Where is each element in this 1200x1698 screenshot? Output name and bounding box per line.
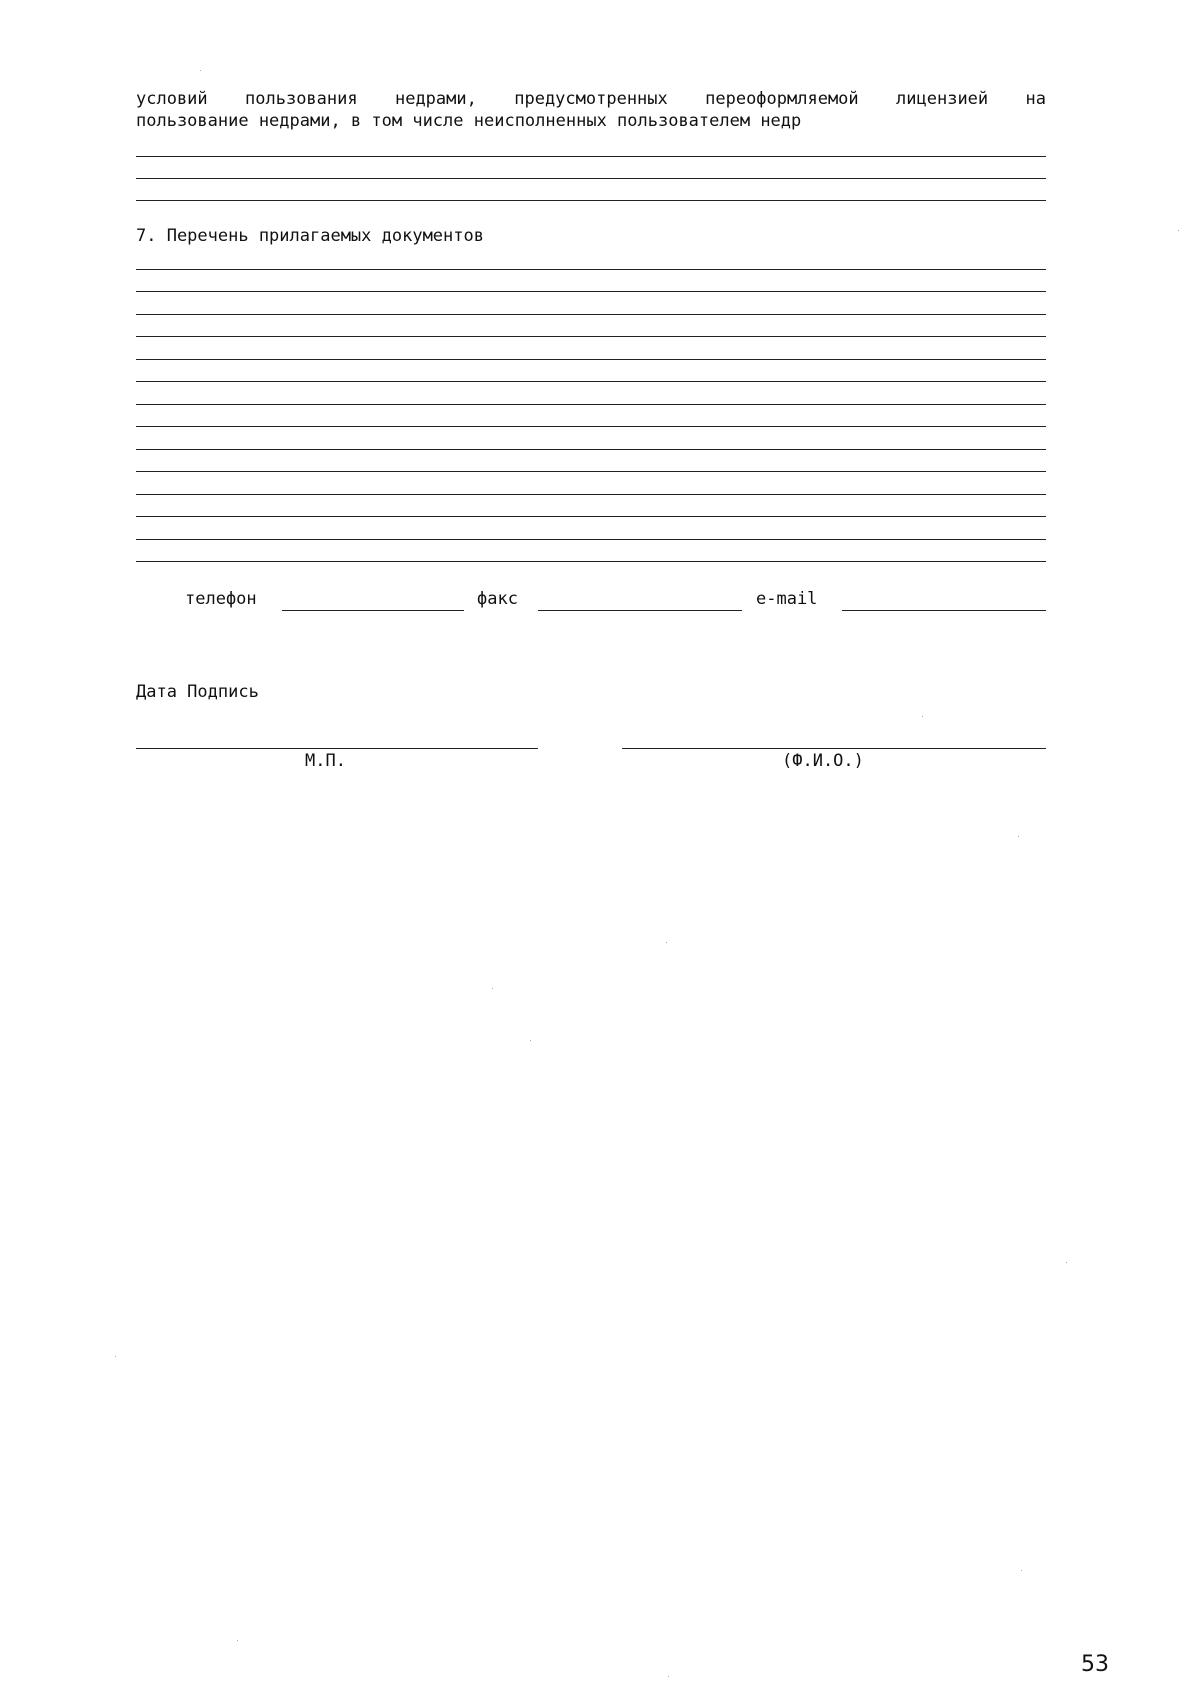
page-number: 53 [1081, 1652, 1109, 1677]
scan-speck [1178, 230, 1179, 231]
scan-speck [1018, 836, 1019, 837]
fill-line [136, 426, 1046, 427]
fill-line [136, 404, 1046, 405]
stamp-signature-line [136, 748, 538, 749]
fill-line [136, 156, 1046, 157]
fill-line [136, 561, 1046, 562]
scan-speck [115, 1356, 116, 1357]
scan-speck [1021, 1570, 1022, 1571]
intro-text-line-1: условий пользования недрами, предусмотренных переоформляемой лицензией на [136, 89, 1046, 109]
fill-line [136, 516, 1046, 517]
email-field-line [842, 610, 1046, 611]
fill-line [136, 336, 1046, 337]
scan-speck [668, 1676, 669, 1677]
scan-speck [200, 70, 201, 71]
fax-field-line [538, 610, 742, 611]
scan-speck [237, 1640, 238, 1641]
fill-line [136, 449, 1046, 450]
fill-line [136, 178, 1046, 179]
fill-line [136, 269, 1046, 270]
fill-line [136, 471, 1046, 472]
fill-line [136, 314, 1046, 315]
fill-line [136, 494, 1046, 495]
scan-speck [666, 942, 667, 943]
email-label: e-mail [756, 589, 818, 609]
fio-signature-line [622, 748, 1046, 749]
date-signature-label: Дата Подпись [136, 682, 259, 702]
fill-line [136, 539, 1046, 540]
fill-line [136, 200, 1046, 201]
scan-speck [492, 988, 493, 989]
scan-speck [1066, 1262, 1067, 1263]
fill-line [136, 381, 1046, 382]
stamp-caption: М.П. [305, 751, 346, 771]
fax-label: факс [477, 589, 518, 609]
phone-field-line [282, 610, 464, 611]
fill-line [136, 359, 1046, 360]
phone-label: телефон [185, 589, 257, 609]
section-7-heading: 7. Перечень прилагаемых документов [136, 226, 484, 246]
intro-text-line-2: пользование недрами, в том числе неисполненных пользователем недр [136, 111, 802, 131]
fill-line [136, 291, 1046, 292]
scan-speck [922, 716, 923, 717]
scan-speck [530, 1040, 531, 1041]
fio-caption: (Ф.И.О.) [782, 751, 864, 771]
